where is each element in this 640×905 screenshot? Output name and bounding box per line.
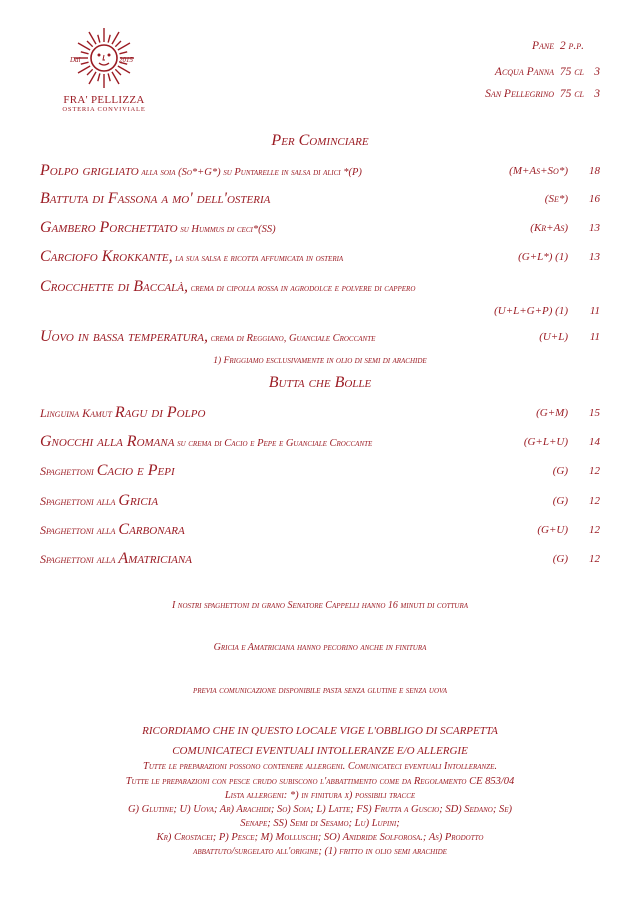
sun-ray [87,69,93,75]
sun-ray [118,66,130,73]
drink-row [495,66,600,78]
dish-allergens: (G) [552,495,568,507]
sun-ray [108,35,110,43]
dish-row [40,219,600,241]
dish-price: 12 [589,495,600,507]
sun-ray [112,72,119,84]
dish-description: crema di Reggiano, Guanciale Croccante [207,333,376,344]
drink-price: 3 [594,66,600,78]
sun-ray [78,43,90,50]
dish-description: crema di cipolla rossa in agrodolce e polvere di cappero [187,283,416,294]
sun-ray [89,32,96,44]
sun-ray [115,69,121,75]
dish-name: Ragu di Polpo [114,404,206,421]
dish-name: Gricia [118,492,159,509]
dish-name: Amatriciana [118,550,192,567]
dish-price: 16 [589,193,600,205]
dish-row [40,162,600,184]
pasta-cooking-note: I nostri spaghettoni di grano Senatore Cappelli hanno 16 minuti di cottura [171,600,469,611]
dish-allergens: (U+L) [539,331,568,343]
dish-description: la sua salsa e ricotta affumicata in osteria [172,253,344,264]
allergen-info-line: Tutte le preparazioni possono contenere allergeni. Comunicateci eventuali Intolleranze. [143,761,497,772]
sun-ray [87,41,93,47]
dish-allergens: (G+M) [536,407,568,419]
dish-row: Spaghettoni Cacio e Pepi (G) 12 [40,462,600,479]
dish-price: 15 [589,407,600,419]
dish-price: 11 [589,305,600,317]
drink-size: 75 cl [559,88,584,100]
dish-row [40,433,600,455]
dish-name: Cacio e Pepi [96,462,175,479]
dish-row [40,278,600,300]
allergy-heading: COMUNICATECI EVENTUALI INTOLLERANZE E/O ALLERGIE [172,745,468,757]
sun-ray [119,52,127,54]
dish-row: Spaghettoni alla Gricia (G) 12 [40,492,600,509]
dish-allergens: (G+L*) (1) [518,251,568,263]
dish-price: 13 [589,251,600,263]
allergen-info-line: G) Glutine; U) Uova; Ar) Arachidi; So) Soia; L) Latte; FS) Frutta a Guscio; SD) Sedano; Se) [127,804,513,815]
scarpetta-notice: RICORDIAMO CHE IN QUESTO LOCALE VIGE L'OBBLIGO DI SCARPETTA [142,725,498,737]
dish-description: su crema di Cacio e Pepe e Guanciale Croccante [174,438,373,449]
drink-row [532,40,600,52]
logo-right-text: 2015 [119,56,133,64]
sun-ray [78,66,90,73]
dish-name: Gnocchi alla Romana [40,433,175,450]
allergen-info-line: Tutte le preparazioni con pesce crudo subiscono l'abbattimento come da Regolamento CE 853/04 [125,776,515,787]
sun-ray [118,43,130,50]
dish-allergens: (G) [552,553,568,565]
sun-ray [98,35,100,43]
section-title-per-cominciare: Per Cominciare [271,132,369,149]
drink-size: 2 p.p. [559,40,584,52]
dish-description: alla soia (So*+G*) su Puntarelle in salsa di alici *(P) [138,167,362,178]
dish-price: 14 [589,436,600,448]
allergen-info-line: Lista allergeni: *) in finitura x) possibili tracce [224,790,416,801]
dish-name: Carciofo Krokkante, [40,248,173,265]
brand-tagline: OSTERIA CONVIVIALE [62,106,146,113]
dish-row: Spaghettoni alla Carbonara (G+U) 12 [40,521,600,538]
dish-allergens: (G+L+U) [523,436,568,448]
dish-price: 12 [589,465,600,477]
sun-ray [81,52,89,54]
drink-size: 75 cl [559,66,584,78]
allergen-info-line: Senape; SS) Semi di Sesamo; Lu) Lupini; [240,818,400,829]
sun-logo [64,22,144,92]
drink-price: 3 [594,88,600,100]
dish-allergens: (U+L+G+P) (1) [494,305,568,317]
dish-row [40,190,600,212]
sun-ray [89,72,96,84]
dish-price: 11 [589,331,600,343]
dish-name: Battuta di Fassona a mo' dell'osteria [40,190,271,207]
dish-allergens: (M+As+So*) [509,165,568,177]
drink-name: Pane [531,40,555,52]
pecorino-note: Gricia e Amatriciana hanno pecorino anche in finitura [213,642,427,653]
dish-name: Gambero Porchettato [40,219,178,236]
frying-note: 1) Friggiamo esclusivamente in olio di semi di arachide [213,356,427,366]
drink-name: San Pellegrino [485,88,555,100]
sun-ray [112,32,119,44]
dish-name: Uovo in bassa temperatura, [40,328,208,345]
dish-price: 12 [589,524,600,536]
section-title-butta-che-bolle: Butta che Bolle [268,374,372,391]
dish-allergens: (Se*) [544,193,568,205]
dish-name: Polpo grigliato [40,162,139,179]
dish-row-continued [40,302,600,324]
drink-name: Acqua Panna [494,66,555,78]
dish-name: Carbonara [118,521,185,538]
dish-description: su Hummus di ceci*(SS) [177,224,276,235]
dish-price: 18 [589,165,600,177]
dish-row: Linguina Kamut Ragu di Polpo (G+M) 15 [40,404,600,421]
gluten-free-note: previa comunicazione disponibile pasta senza glutine e senza uova [192,685,448,696]
dish-price: 12 [589,553,600,565]
drink-row [485,88,600,100]
sun-ray [98,73,100,81]
dish-row [40,328,600,350]
dish-allergens: (G) [552,465,568,477]
brand-name: FRA' PELLIZZA [63,94,145,106]
logo-left-text: Dal [70,56,81,64]
dish-price: 13 [589,222,600,234]
sun-ray [81,62,89,64]
dish-allergens: (G+U) [537,524,568,536]
dish-allergens: (Kr+As) [530,222,568,234]
allergen-info-line: Kr) Crostacei; P) Pesce; M) Molluschi; SO) Anidride Solforosa.; As) Prodotto [156,832,484,843]
dish-name: Crocchette di Baccalà, [40,278,188,295]
sun-ray [115,41,121,47]
sun-ray [108,73,110,81]
allergen-info-line: abbattuto/surgelato all'origine; (1) fritto in olio semi arachide [193,846,447,857]
dish-row: Spaghettoni alla Amatriciana (G) 12 [40,550,600,567]
dish-row [40,248,600,270]
